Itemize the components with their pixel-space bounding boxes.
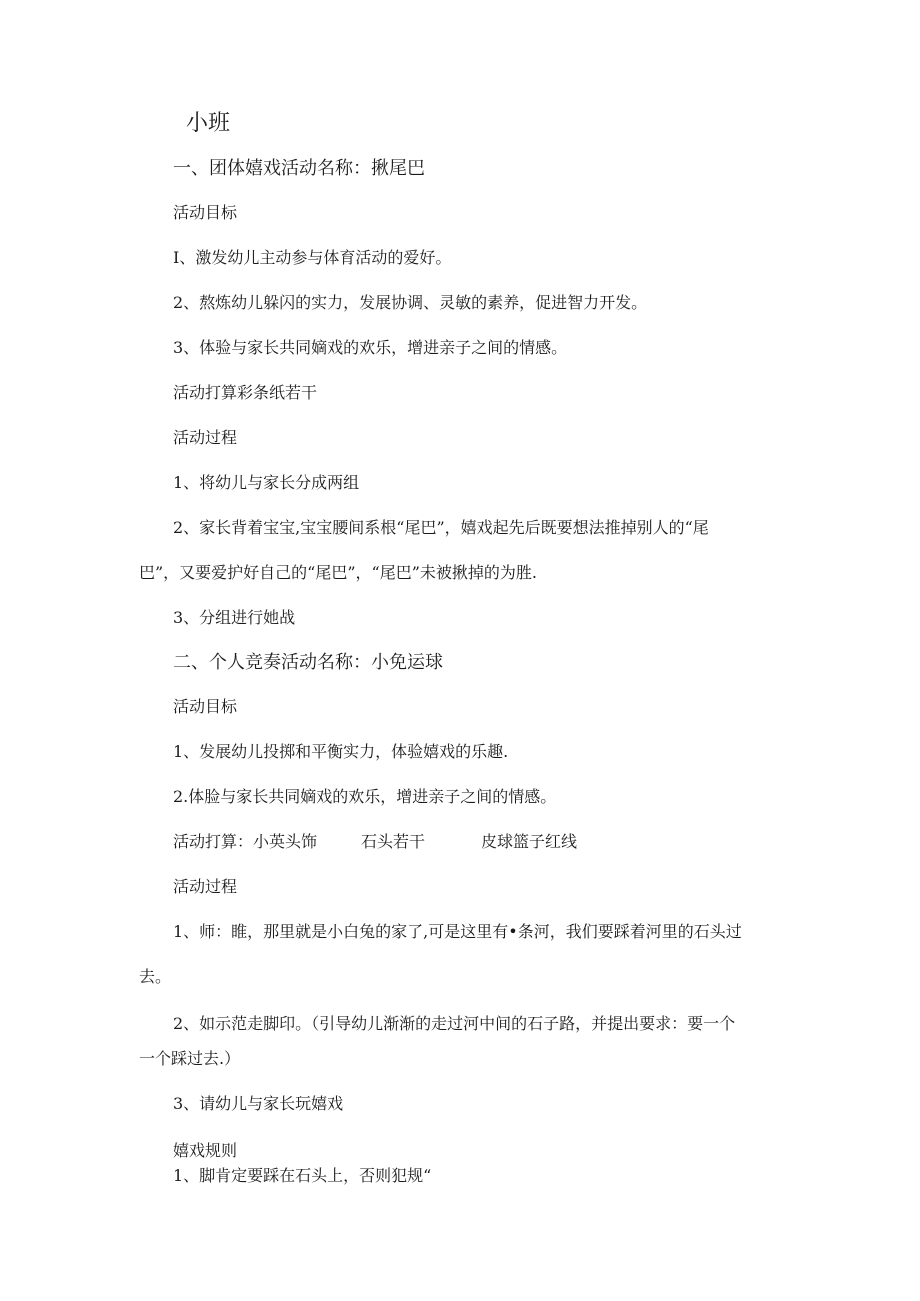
section2-step-3: 3、请幼儿与家长玩嬉戏 (173, 1094, 344, 1113)
section2-rule-1: 1、脚肯定要踩在石头上，否则犯规“ (173, 1166, 432, 1185)
section2-prep-item-2: 石头若干 (361, 832, 426, 851)
section2-step-2: 2、如示范走脚印。（引导幼儿渐渐的走过河中间的石子路，并提出要求：要一个 (173, 1014, 736, 1033)
section1-step-1: 1、将幼儿与家长分成两组 (173, 473, 360, 492)
section1-goals-label: 活动目标 (173, 203, 238, 222)
section1-step-2-cont: 巴”，又要爱护好自己的“尾巴”，“尾巴”未被揪掉的为胜. (139, 563, 537, 582)
section2-goal-1: 1、发展幼儿投掷和平衡实力，体验嬉戏的乐趣. (173, 742, 509, 761)
section2-process-label: 活动过程 (173, 877, 238, 896)
section1-goal-3: 3、体验与家长共同嫡戏的欢乐，增进亲子之间的情感。 (173, 338, 568, 357)
section2-prep-item-3: 皮球篮子红线 (481, 832, 578, 851)
section2-prep-label: 活动打算： (173, 832, 254, 851)
section2-goal-2: 2.体脸与家长共同嫡戏的欢乐，增进亲子之间的情感。 (173, 787, 557, 806)
section2-prep (173, 832, 577, 852)
section1-process-label: 活动过程 (173, 428, 238, 447)
section2-goals-label: 活动目标 (173, 697, 238, 716)
section2-step-1-cont: 去。 (139, 967, 172, 986)
section1-goal-2: 2、熬炼幼儿躲闪的实力，发展协调、灵敏的素养，促进智力开发。 (173, 293, 648, 312)
section1-step-2: 2、家长背着宝宝,宝宝腰间系根“尾巴”，嬉戏起先后既要想法推掉别人的“尾 (173, 518, 709, 537)
section1-heading: 一、团体嬉戏活动名称：揪尾巴 (173, 158, 425, 179)
page-title: 小班 (186, 111, 231, 136)
section2-prep-item-1: 小英头饰 (253, 832, 318, 851)
section1-step-3: 3、分组进行她战 (173, 608, 296, 627)
section2-heading: 二、个人竞奏活动名称：小免运球 (173, 652, 443, 673)
section1-goal-1: I、激发幼儿主动参与体育活动的爱好。 (173, 248, 452, 267)
section2-step-2-cont: 一个踩过去.） (139, 1049, 241, 1068)
section2-step-1: 1、师：睢，那里就是小白兔的家了,可是这里有•条河，我们要踩着河里的石头过 (173, 922, 742, 941)
section1-prep: 活动打算彩条纸若干 (173, 383, 318, 402)
section2-rules-label: 嬉戏规则 (173, 1141, 238, 1160)
